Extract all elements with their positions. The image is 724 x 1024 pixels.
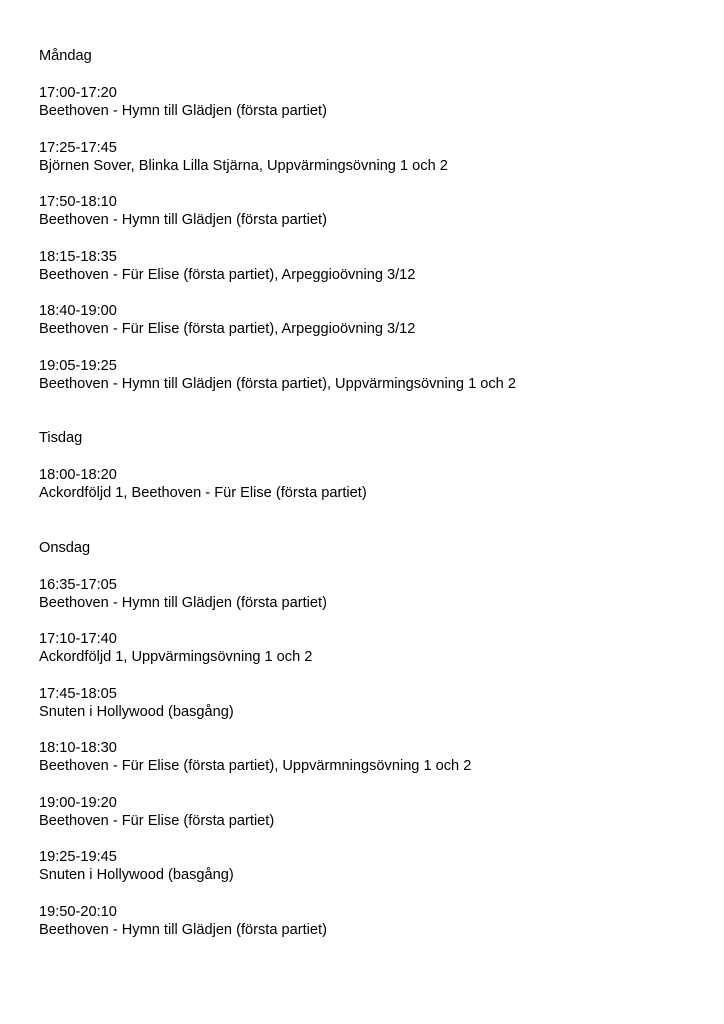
day-title: Måndag: [39, 48, 92, 64]
entry-time: 18:00-18:20: [39, 467, 117, 483]
entry-time: 16:35-17:05: [39, 576, 117, 593]
entry-description: Beethoven - Hymn till Glädjen (första partiet): [39, 921, 327, 938]
schedule-entry: [39, 794, 699, 830]
schedule-entry: [39, 357, 699, 393]
entry-description: Ackordföljd 1, Beethoven - Für Elise (första partiet): [39, 485, 367, 501]
entry-time: 19:50-20:10: [39, 903, 117, 920]
day-tuesday: [39, 429, 699, 502]
schedule-entry: [39, 576, 699, 612]
entry-time: 18:40-19:00: [39, 303, 117, 319]
schedule-entry: [39, 903, 699, 939]
entry-time: 17:10-17:40: [39, 631, 117, 647]
schedule-entry: [39, 466, 699, 502]
schedule-entry: [39, 848, 699, 884]
entry-time: 17:50-18:10: [39, 194, 117, 210]
schedule-entry: [39, 630, 699, 666]
entry-time: 17:25-17:45: [39, 139, 117, 156]
entry-time: 17:00-17:20: [39, 85, 117, 101]
entry-time: 18:15-18:35: [39, 248, 117, 265]
entry-description: Beethoven - Hymn till Glädjen (första partiet): [39, 594, 327, 611]
schedule-entry: [39, 302, 699, 338]
day-wednesday: [39, 539, 699, 939]
entry-time: 17:45-18:05: [39, 685, 117, 702]
schedule-entry: [39, 248, 699, 284]
schedule-entry: [39, 193, 699, 229]
entry-time: 19:05-19:25: [39, 357, 117, 374]
entry-time: 19:00-19:20: [39, 794, 117, 811]
entry-time: 19:25-19:45: [39, 849, 117, 865]
entry-time: 18:10-18:30: [39, 740, 117, 756]
entry-description: Snuten i Hollywood (basgång): [39, 703, 234, 720]
schedule-entry: [39, 739, 699, 775]
entry-description: Beethoven - Für Elise (första partiet), Arpeggioövning 3/12: [39, 321, 416, 337]
entry-description: Snuten i Hollywood (basgång): [39, 867, 234, 883]
day-title: Onsdag: [39, 539, 91, 556]
schedule-entry: [39, 139, 699, 175]
entry-description: Beethoven - Hymn till Glädjen (första partiet), Uppvärmingsövning 1 och 2: [39, 375, 516, 392]
entry-description: Ackordföljd 1, Uppvärmingsövning 1 och 2: [39, 649, 313, 665]
day-title: Tisdag: [39, 430, 83, 446]
schedule-entry: [39, 84, 699, 120]
entry-description: Beethoven - Für Elise (första partiet): [39, 812, 275, 829]
entry-description: Beethoven - Für Elise (första partiet), Arpeggioövning 3/12: [39, 266, 416, 283]
entry-description: Beethoven - Hymn till Glädjen (första partiet): [39, 103, 327, 119]
entry-description: Björnen Sover, Blinka Lilla Stjärna, Uppvärmingsövning 1 och 2: [39, 157, 448, 174]
entry-description: Beethoven - Für Elise (första partiet), Uppvärmningsövning 1 och 2: [39, 758, 472, 774]
day-spacer: [39, 521, 699, 539]
schedule-document: [39, 47, 699, 957]
day-spacer: [39, 411, 699, 429]
entry-description: Beethoven - Hymn till Glädjen (första partiet): [39, 212, 327, 228]
schedule-entry: [39, 685, 699, 721]
day-monday: [39, 47, 699, 393]
